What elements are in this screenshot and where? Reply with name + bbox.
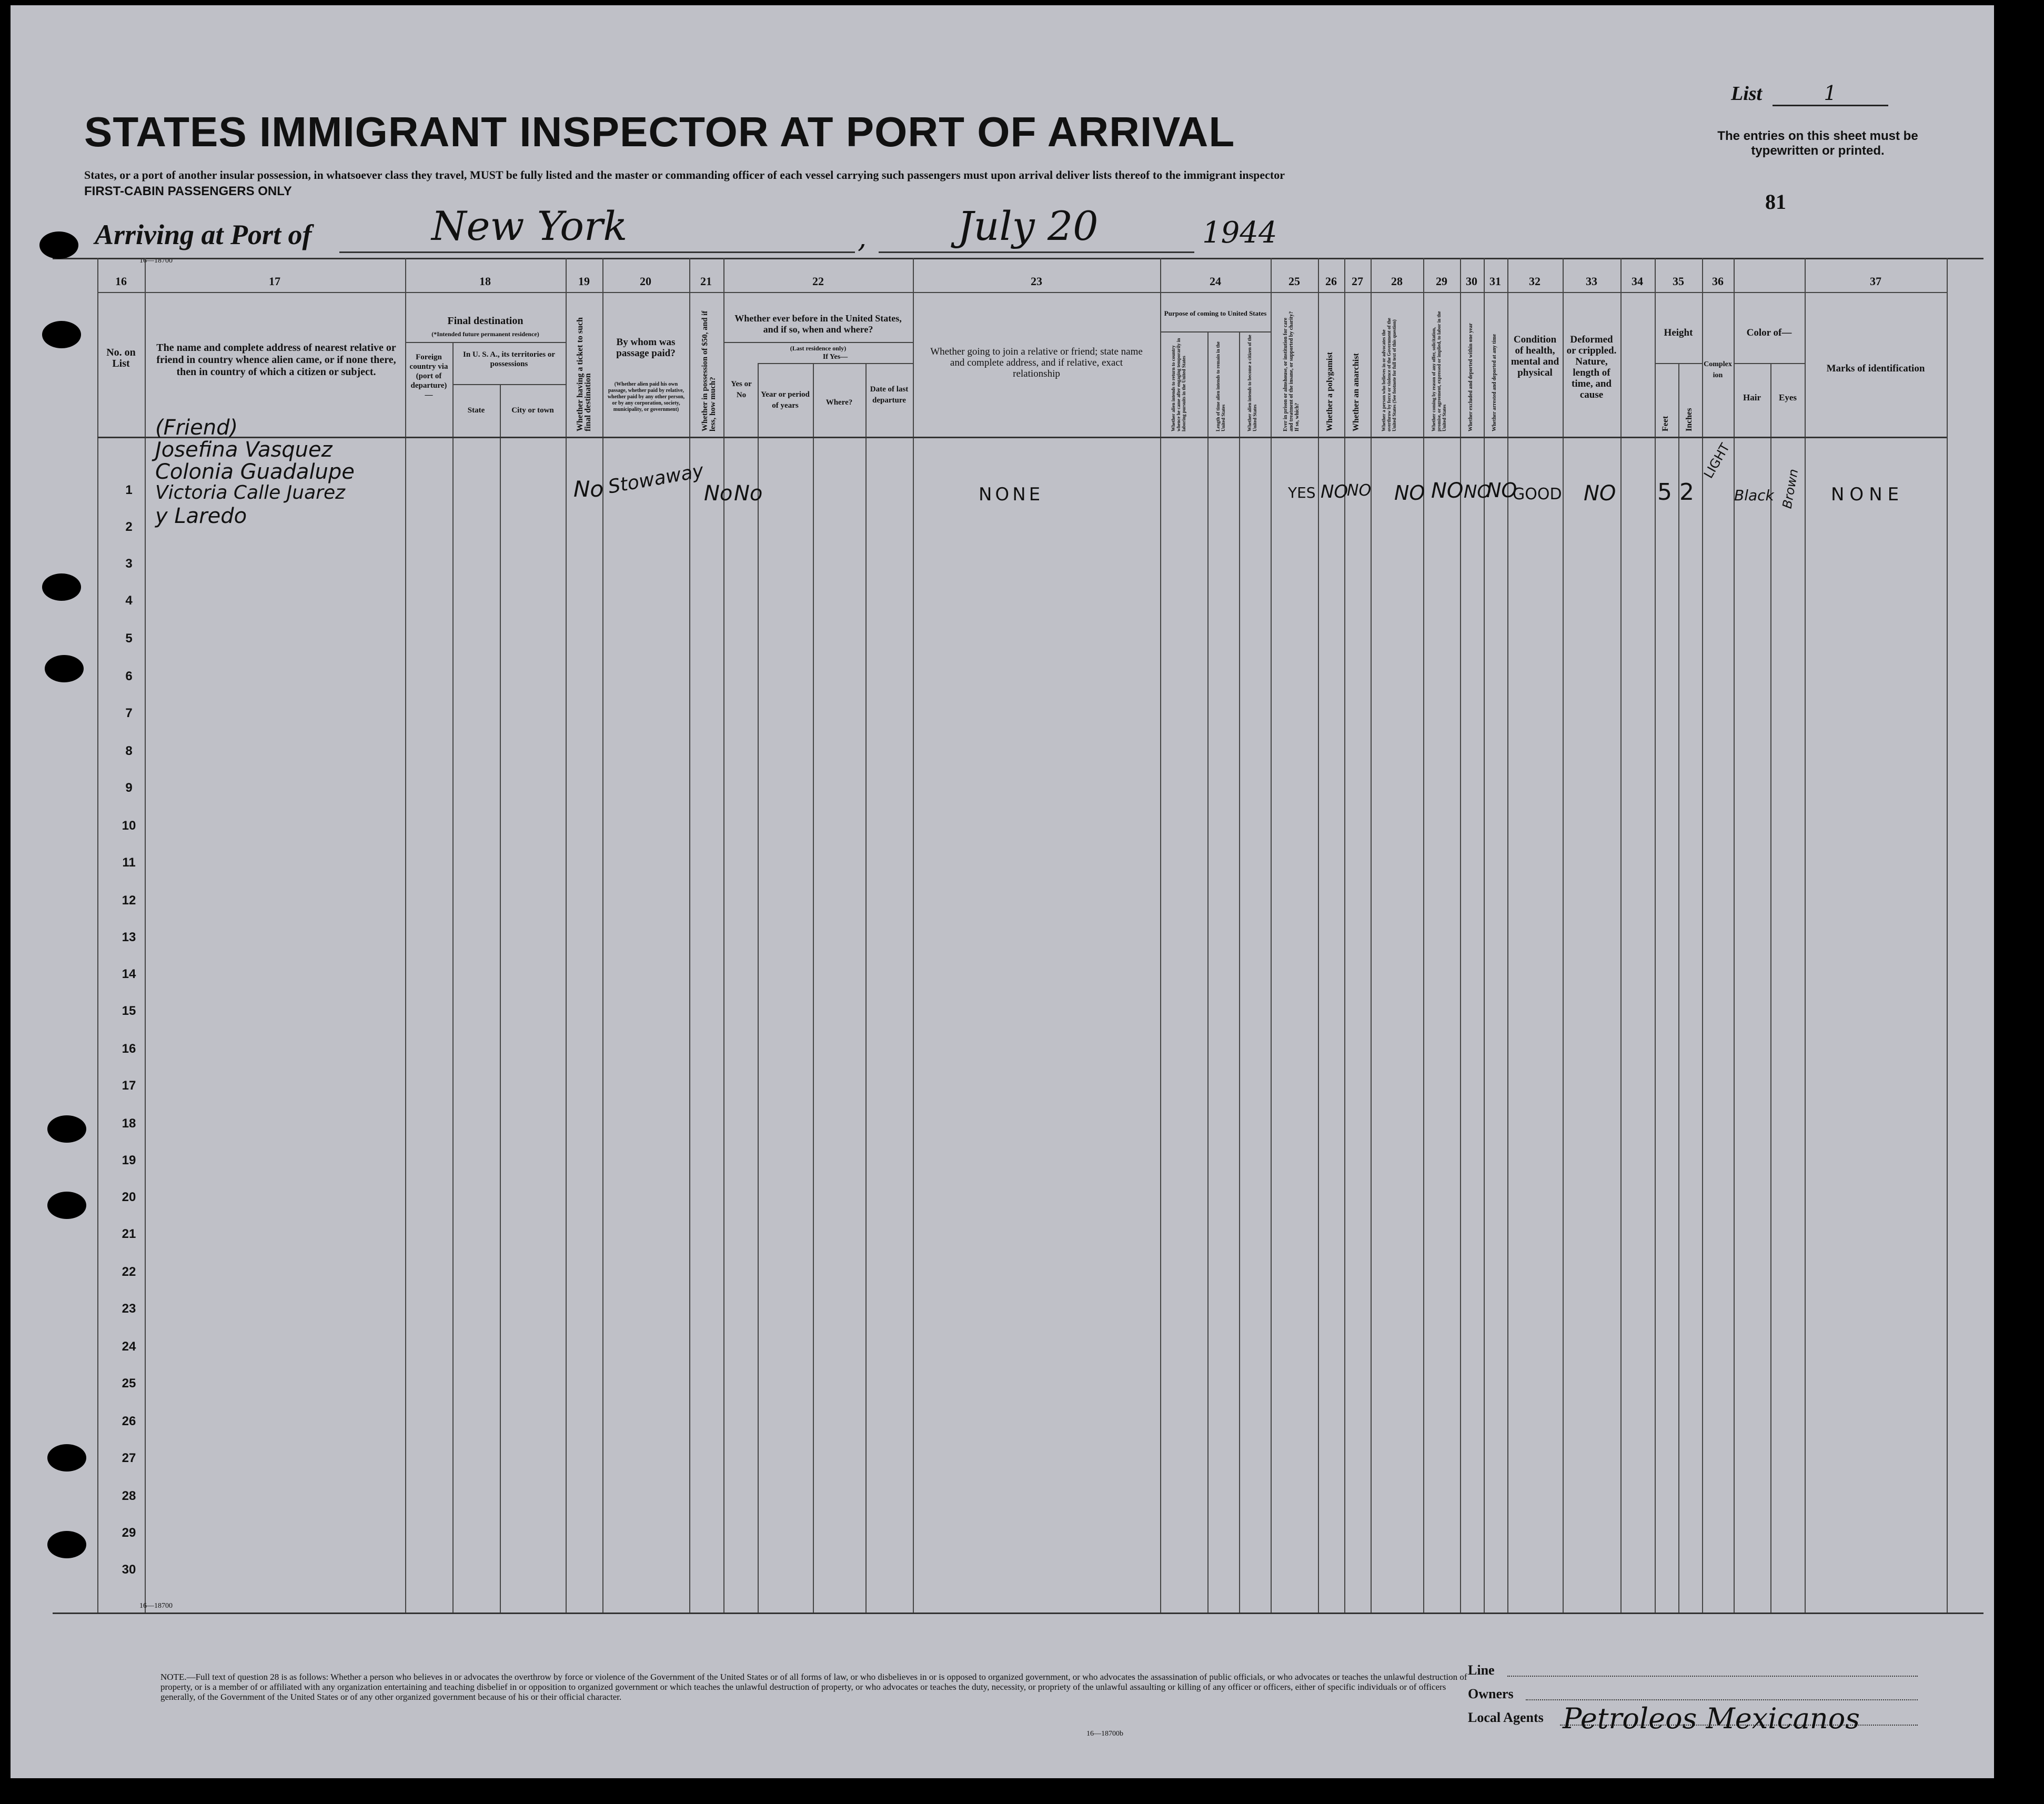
row-number: 4 — [125, 593, 133, 608]
hdr-overthrow: Whether a person who believes in or advocates the overthrow by force or violence of the Government of the United States (See footnote for full text of this question) — [1381, 318, 1397, 431]
excluded-value: NO — [1464, 481, 1492, 502]
dest-rule — [405, 342, 566, 343]
hdr-polygamist: Whether a polygamist — [1325, 352, 1334, 431]
row-number: 11 — [122, 855, 136, 870]
colnum-18: 18 — [479, 275, 491, 288]
hdr-date-departure: Date of last departure — [870, 385, 909, 405]
row-number: 28 — [122, 1489, 136, 1503]
col-line — [1371, 258, 1372, 1612]
col-line — [1344, 258, 1345, 1612]
fifty-dollars-value: No — [704, 481, 733, 506]
col-line — [1678, 363, 1679, 1612]
col-line — [1702, 258, 1703, 1612]
row-number: 3 — [125, 557, 133, 571]
punch-hole — [45, 655, 84, 682]
form-code: 16—18700 — [139, 257, 173, 265]
relative-line-2: Josefina Vasquez — [155, 438, 333, 462]
port-underline — [339, 251, 855, 253]
arrival-date: July 20 — [958, 203, 1099, 249]
local-agents-label: Local Agents — [1468, 1710, 1544, 1725]
complexion-value: LIGHT — [1701, 440, 1733, 481]
hdr-in-usa: In U. S. A., its territories or possessions — [463, 350, 555, 368]
footer-form-code: 16—18700b — [1086, 1730, 1123, 1738]
line-label: Line — [1468, 1662, 1495, 1678]
marks-value: NONE — [1831, 484, 1905, 505]
row-number: 27 — [122, 1451, 136, 1465]
colnum-17: 17 — [269, 275, 280, 288]
hdr-purpose-a: Whether alien intends to return to country whence he came after engaging temporarily in laboring pursuits in the United States — [1171, 338, 1186, 431]
color-rule — [1734, 363, 1805, 364]
row-number: 25 — [122, 1376, 136, 1390]
row-number: 30 — [122, 1563, 136, 1577]
row-number: 21 — [122, 1227, 136, 1241]
colnum-32: 32 — [1529, 275, 1540, 288]
row-number: 9 — [125, 781, 133, 795]
line-underline — [1507, 1676, 1918, 1677]
row-number: 6 — [125, 669, 133, 683]
hdr-anarchist: Whether an anarchist — [1352, 353, 1361, 431]
hdr-ever-before: Whether ever before in the United States, and if so, when and where? — [734, 313, 902, 335]
hdr-color-of: Color of— — [1746, 327, 1792, 338]
punch-hole — [47, 1192, 86, 1219]
colnum-31: 31 — [1489, 275, 1501, 288]
col-line — [1563, 258, 1564, 1612]
comma-sep: , — [858, 221, 867, 254]
row-number: 5 — [125, 631, 133, 646]
join-relative-value: NONE — [979, 484, 1044, 505]
form-title: STATES IMMIGRANT INSPECTOR AT PORT OF ARRIVAL — [84, 108, 1235, 155]
col-line — [602, 258, 603, 1612]
prison-value: YES — [1288, 484, 1316, 501]
hdr-ticket: Whether having a ticket to such final destination — [576, 317, 592, 431]
hdr-health: Condition of health, mental and physical — [1511, 334, 1559, 378]
row-number: 16 — [122, 1042, 136, 1056]
colnum-26: 26 — [1325, 275, 1337, 288]
class-line: FIRST-CABIN PASSENGERS ONLY — [84, 184, 292, 198]
col-line — [1620, 258, 1622, 1612]
colnum-24: 24 — [1210, 275, 1221, 288]
row-number: 1 — [125, 483, 133, 497]
col-line — [405, 258, 406, 1612]
hdr-height: Height — [1664, 327, 1693, 338]
colnum-20: 20 — [640, 275, 651, 288]
col-line — [865, 363, 867, 1612]
col-line — [1655, 258, 1656, 1612]
table-top-rule — [53, 258, 1983, 259]
hdr-state: State — [467, 406, 485, 415]
col-line — [1460, 258, 1461, 1612]
colnum-35: 35 — [1673, 275, 1684, 288]
hdr-if-yes: If Yes— — [822, 353, 848, 361]
hdr-yes-no: Yes or No — [731, 380, 752, 399]
list-number-field — [1731, 82, 1888, 106]
hdr-final-destination: Final destination — [447, 315, 523, 327]
colnum-29: 29 — [1436, 275, 1447, 288]
col-line — [723, 258, 724, 1612]
arrested-value: NO — [1486, 479, 1517, 502]
form-code-bottom: 16—18700 — [139, 1602, 173, 1610]
owners-label: Owners — [1468, 1686, 1514, 1701]
overthrow-value: NO — [1394, 481, 1425, 505]
punch-hole — [47, 1444, 86, 1472]
deformed-value: NO — [1584, 481, 1616, 506]
row-number: 2 — [125, 520, 133, 534]
row-number: 23 — [122, 1302, 136, 1316]
row-number: 29 — [122, 1526, 136, 1540]
col-line — [1239, 331, 1240, 1612]
col-line — [1207, 331, 1209, 1612]
col-line — [689, 258, 690, 1612]
col-line — [500, 384, 501, 1612]
hdr-inches: Inches — [1685, 408, 1694, 431]
colnum-34: 34 — [1632, 275, 1643, 288]
page-number: 81 — [1765, 190, 1786, 214]
local-agents-value: Petroleos Mexicanos — [1563, 1702, 1860, 1735]
hdr-marks: Marks of identification — [1826, 363, 1925, 374]
hdr-feet: Feet — [1661, 416, 1670, 431]
owners-underline — [1526, 1699, 1918, 1700]
hdr-purpose-c: Whether alien intends to become a citizen of the United States — [1247, 335, 1257, 431]
col-line — [1947, 258, 1948, 1612]
hdr-final-destination-note: (*Intended future permanent residence) — [431, 330, 539, 338]
col-line — [1423, 258, 1424, 1612]
paid-by-value: Stowaway — [606, 460, 706, 498]
col-line — [913, 258, 914, 1612]
hdr-excluded: Whether excluded and deported within one year — [1468, 323, 1474, 431]
list-number: 1 — [1773, 82, 1888, 106]
punch-hole — [39, 231, 78, 259]
hdr-coming-by-reason: Whether coming by reason of any offer, solicitation, promise, or agreement, expressed or implied, to labor in the United States — [1431, 311, 1447, 431]
row-number: 12 — [122, 893, 136, 908]
row-number: 19 — [122, 1153, 136, 1167]
form-subtitle: States, or a port of another insular possession, in whatsoever class they travel, MUST be fully listed and the master or commanding officer of each vessel carrying such passengers must upon arrival deliver lists thereof to the immigrant inspector — [84, 168, 1285, 182]
coming-by-reason-value: NO — [1431, 479, 1464, 503]
footnote: NOTE.—Full text of question 28 is as follows: Whether a person who believes in or advocates the overthrow by force or violence of the Government of the United States or of all forms of law, or who disbelieves in or is opposed to organized government, or who advocates the assassination of public officials, or who advocates or teaches the unlawful destruction of property, or is a member of or affiliated with any organization entertaining and teaching disbelief in or opposition to organized government or which teaches the unlawful destruction of property, or who advocates or teaches the duty, necessity, or propriety of the unlawful assaulting or killing of any officer or officers, either of specific individuals or of officers generally, of the Government of the United States or of any other organized government because of his or their official character. — [160, 1672, 1467, 1702]
arriving-label: Arriving at Port of — [95, 219, 312, 250]
header-bottom-rule — [97, 437, 1947, 438]
col-line — [452, 342, 454, 1612]
colnum-22: 22 — [812, 275, 824, 288]
row-number: 18 — [122, 1116, 136, 1131]
row-number: 15 — [122, 1004, 136, 1018]
colnum-25: 25 — [1288, 275, 1300, 288]
hdr-purpose: Purpose of coming to United States — [1164, 309, 1267, 317]
hdr-prison: Ever in prison or almshouse, or institution for care and treatment of the insane, or supported by charity? If so, which? — [1283, 311, 1300, 431]
hdr-nearest-relative: The name and complete address of nearest relative or friend in country whence alien came, or if none there, then in country of which a citizen or subject. — [156, 342, 396, 378]
row-number: 7 — [125, 706, 133, 720]
hdr-purpose-b: Length of time alien intends to remain in the United States — [1215, 341, 1226, 431]
punch-hole — [47, 1115, 86, 1143]
hdr-hair: Hair — [1743, 392, 1761, 402]
hdr-fifty-dollars: Whether in possession of $50, and if less, how much? — [701, 310, 717, 431]
hdr-eyes: Eyes — [1779, 392, 1797, 402]
hdr-by-whom-note: (Whether alien paid his own passage, whether paid by relative, whether paid by any other person, or by any corporation, society, municipality, or government) — [607, 381, 685, 412]
col-line — [813, 363, 814, 1612]
inches-value: 2 — [1679, 479, 1694, 506]
table-bottom-rule — [53, 1612, 1983, 1614]
col-line — [97, 258, 98, 1612]
hdr-ever-before-note: (Last residence only) — [790, 345, 847, 352]
colnum-16: 16 — [115, 275, 127, 288]
polygamist-value: NO — [1321, 481, 1348, 502]
ever-before-value: No — [734, 481, 763, 506]
col-line — [1734, 258, 1735, 1612]
eyes-value: Brown — [1779, 468, 1801, 510]
row-number: 10 — [122, 819, 136, 833]
dest-sub-rule — [452, 384, 566, 385]
colnum-28: 28 — [1391, 275, 1403, 288]
col-line — [1318, 258, 1319, 1612]
anarchist-value: NO — [1347, 481, 1372, 500]
relative-line-4: Victoria Calle Juarez — [155, 482, 346, 503]
hair-value: Black — [1734, 487, 1774, 504]
hdr-join-relative: Whether going to join a relative or friend; state name and complete address, and if relative, exact relationship — [930, 346, 1143, 379]
arrival-year: 1944 — [1202, 216, 1277, 250]
col-line — [1160, 258, 1161, 1612]
ifyes-rule — [758, 363, 913, 364]
relative-line-1: (Friend) — [155, 416, 238, 440]
hdr-by-whom: By whom was passage paid? — [616, 337, 676, 359]
relative-line-3: Colonia Guadalupe — [155, 460, 355, 484]
col-line — [1805, 258, 1806, 1612]
manifest-sheet — [11, 5, 1994, 1778]
purpose-rule — [1160, 331, 1271, 332]
col-line — [145, 258, 146, 1612]
col-line — [1507, 258, 1508, 1612]
hdr-arrested: Whether arrested and deported at any time — [1492, 334, 1497, 431]
colnum-19: 19 — [578, 275, 590, 288]
colnum-37: 37 — [1870, 275, 1881, 288]
col-line — [1484, 258, 1485, 1612]
colnum-30: 30 — [1466, 275, 1477, 288]
height-rule — [1655, 363, 1702, 364]
hdr-year-period: Year or period of years — [761, 390, 810, 410]
row-number: 13 — [122, 930, 136, 944]
col-line — [1271, 258, 1272, 1612]
relative-line-5: y Laredo — [155, 504, 247, 528]
hdr-deformed: Deformed or crippled. Nature, length of time, and cause — [1566, 334, 1617, 400]
hdr-foreign-country: Foreign country via (port of departure)— — [409, 353, 448, 399]
colnum-27: 27 — [1352, 275, 1363, 288]
colnum-21: 21 — [700, 275, 712, 288]
col-line — [1770, 363, 1771, 1612]
hdr-city: City or town — [511, 406, 554, 415]
colnum-36: 36 — [1712, 275, 1724, 288]
row-number: 14 — [122, 967, 136, 981]
hdr-where: Where? — [825, 398, 853, 407]
colnum-33: 33 — [1586, 275, 1597, 288]
date-underline — [879, 251, 1194, 253]
colnum-23: 23 — [1031, 275, 1042, 288]
row-number: 26 — [122, 1414, 136, 1428]
row-number: 24 — [122, 1339, 136, 1354]
hdr-complexion: Complexion — [1704, 360, 1732, 379]
colnum-rule — [97, 292, 1947, 293]
hdr-no-on-list: No. on List — [106, 347, 136, 369]
row-number: 22 — [122, 1265, 136, 1279]
row-number: 17 — [122, 1079, 136, 1093]
punch-hole — [47, 1531, 86, 1558]
health-value: GOOD — [1513, 485, 1562, 503]
punch-hole — [42, 321, 81, 348]
col-line — [566, 258, 567, 1612]
ticket-value: No — [573, 476, 604, 502]
arrival-port: New York — [431, 203, 628, 249]
feet-value: 5 — [1657, 479, 1672, 506]
punch-hole — [42, 573, 81, 601]
typewritten-notice: The entries on this sheet must be typewritten or printed. — [1717, 129, 1918, 158]
row-number: 20 — [122, 1190, 136, 1204]
col-line — [758, 363, 759, 1612]
row-number: 8 — [125, 744, 133, 758]
list-label: List — [1731, 83, 1763, 105]
